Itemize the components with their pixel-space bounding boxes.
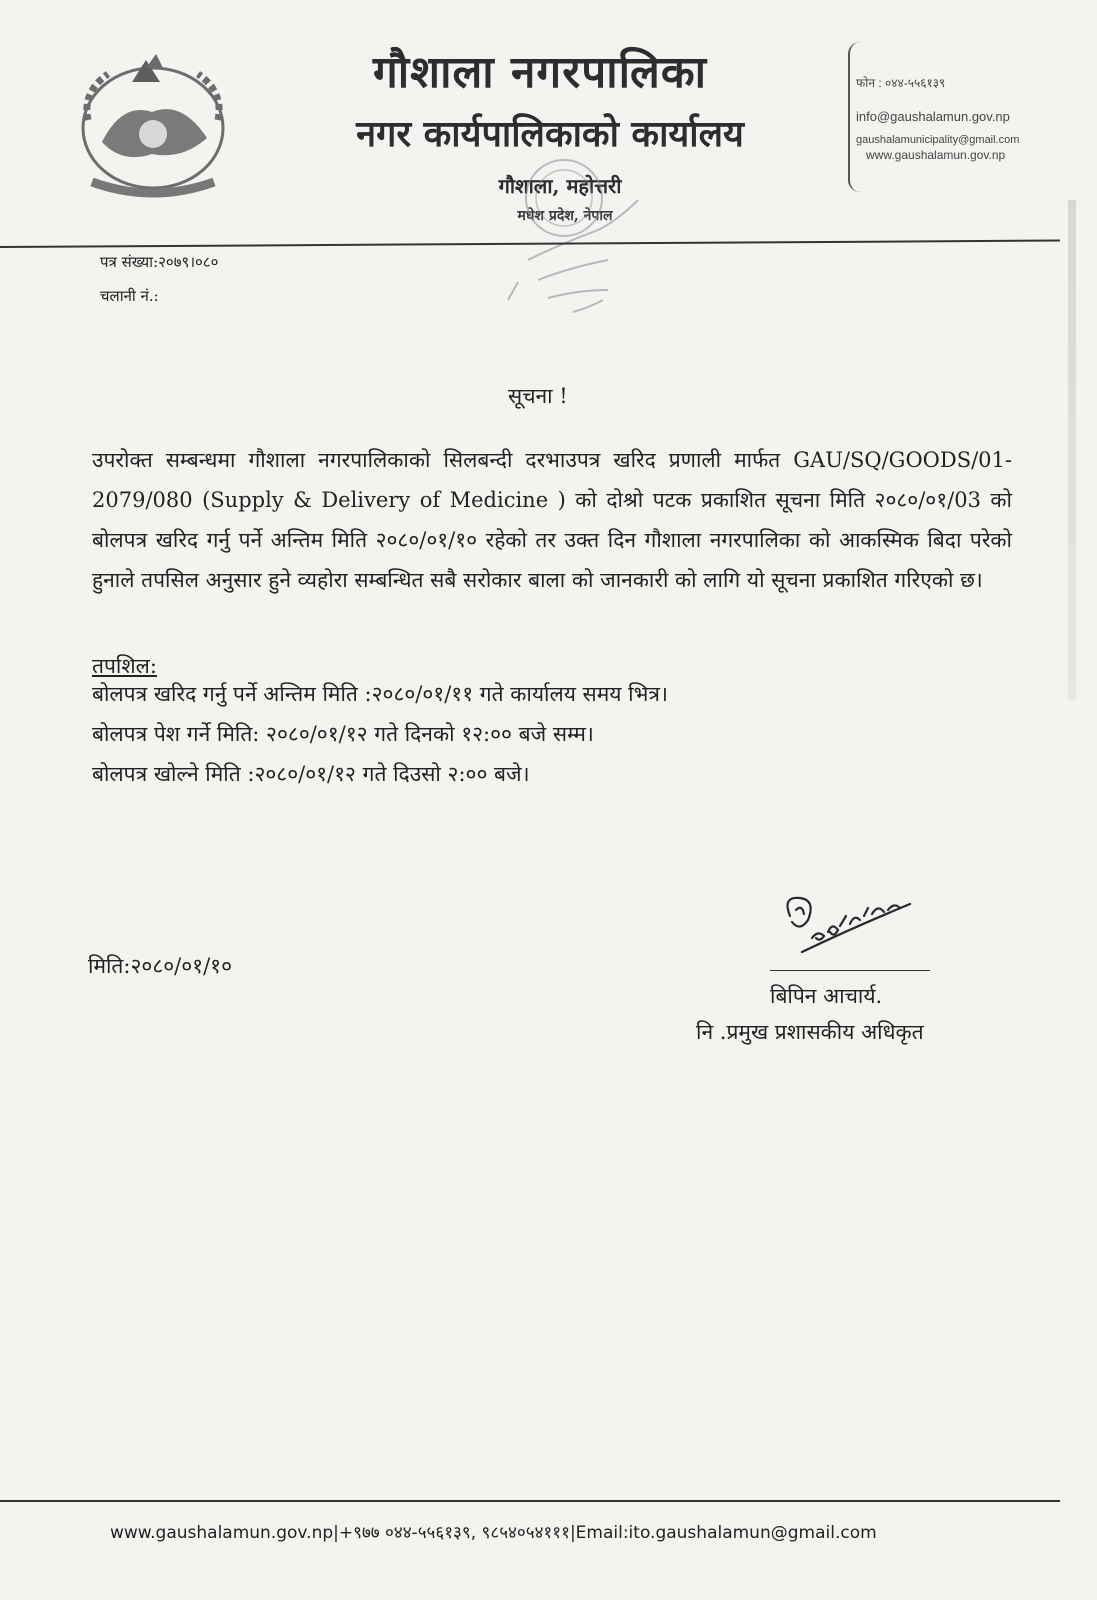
letter-number: पत्र संख्या:२०७९।०८० <box>100 253 219 271</box>
org-name: गौशाला नगरपालिका <box>372 47 708 98</box>
nepal-emblem-icon <box>62 42 244 204</box>
footer-divider <box>0 1500 1060 1502</box>
signature-line <box>770 970 930 971</box>
footer-contact: www.gaushalamun.gov.np|+९७७ ०४४-५५६१३९, ९८५४०५४१११|Email:ito.gaushalamun@gmail.com <box>110 1523 877 1543</box>
details-heading: तपशिल: <box>92 654 157 678</box>
contact-phone: फोन : ०४४-५५६१३९ <box>856 76 946 90</box>
detail-opening-date: बोलपत्र खोल्ने मिति :२०८०/०१/१२ गते दिउसो २:०० बजे। <box>92 762 530 786</box>
contact-email-gmail: gaushalamunicipality@gmail.com <box>856 134 1020 146</box>
signatory-name: बिपिन आचार्य. <box>770 984 883 1008</box>
notice-body: उपरोक्त सम्बन्धमा गौशाला नगरपालिकाको सिलबन्दी दरभाउपत्र खरिद प्रणाली मार्फत GAU/SQ/GOODS/01-2079/080 (Supply & Delivery of Medicine ) को दोश्रो पटक प्रकाशित सूचना मिति २०८०/०१/03 को बोलपत्र खरिद गर्नु पर्ने अन्तिम मिति २०८०/०१/१० रहेको तर उक्त दिन गौशाला नगरपालिका को आकस्मिक बिदा परेको हुनाले तपसिल अनुसार हुने व्यहोरा सम्बन्धित सबै सरोकार बाला को जानकारी को लागि यो सूचना प्रकाशित गरिएको छ। <box>92 448 1012 592</box>
handwritten-signature <box>772 886 922 976</box>
paper-edge-shadow <box>1068 200 1076 700</box>
address-line-1: गौशाला, महोत्तरी <box>498 174 622 198</box>
office-name: नगर कार्यपालिकाको कार्यालय <box>356 113 744 155</box>
office-seal-stamp-icon <box>478 150 678 320</box>
detail-purchase-deadline: बोलपत्र खरिद गर्नु पर्ने अन्तिम मिति :२०८०/०१/११ गते कार्यालय समय भित्र। <box>92 682 668 706</box>
contact-email-info: info@gaushalamun.gov.np <box>856 109 1010 124</box>
notice-title: सूचना ! <box>508 384 568 408</box>
address-line-2: मधेश प्रदेश, नेपाल <box>517 208 613 224</box>
contact-box <box>848 42 1058 192</box>
notice-date: मिति:२०८०/०१/१० <box>88 954 232 978</box>
dispatch-number: चलानी नं.: <box>100 287 159 305</box>
detail-submission-date: बोलपत्र पेश गर्ने मिति: २०८०/०१/१२ गते दिनको १२:०० बजे सम्म। <box>92 722 594 746</box>
contact-website: www.gaushalamun.gov.np <box>866 148 1006 162</box>
signatory-title: नि .प्रमुख प्रशासकीय अधिकृत <box>696 1020 924 1044</box>
